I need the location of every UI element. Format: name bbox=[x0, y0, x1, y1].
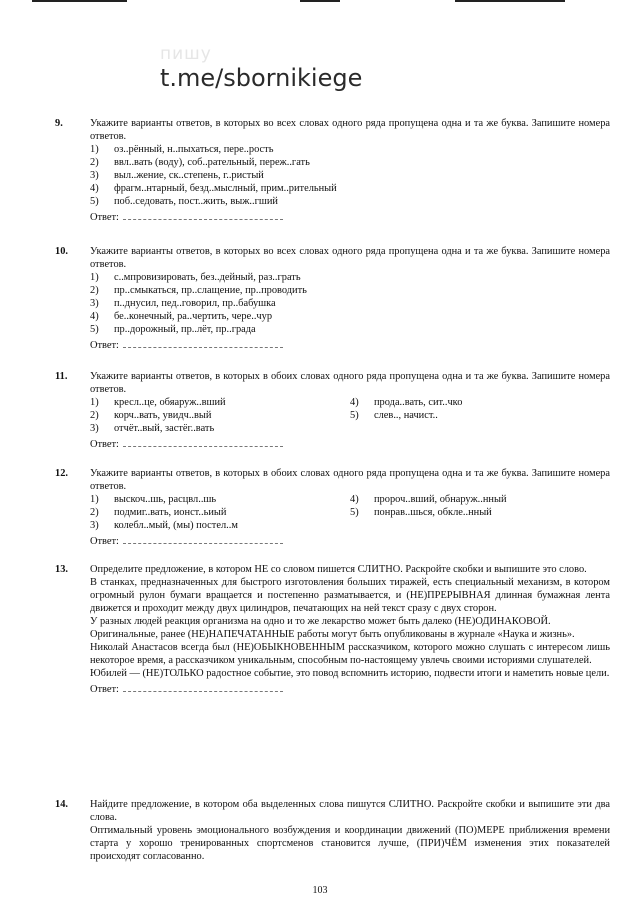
answer-line: Ответ: bbox=[90, 682, 610, 696]
top-rule bbox=[455, 0, 565, 2]
option: 3) п..днусил, пед..говорил, пр..бабушка bbox=[90, 298, 276, 309]
answer-input[interactable] bbox=[123, 338, 283, 348]
option: 2) корч..вать, увидч..вый bbox=[90, 410, 212, 421]
option: 5) слев.., начист.. bbox=[350, 410, 438, 421]
sentence: Оптимальный уровень эмоционального возбуждения и координации движений (ПО)МЕРЕ приближения времени старта у хорошо тренированных спортсменов становится лучше, (ПРИ)ЧЁМ изменения этих показателей происходят согласованно. bbox=[90, 825, 610, 862]
task-prompt: Укажите варианты ответов, в которых во всех словах одного ряда пропущена одна и та же буква. Запишите номера ответов. bbox=[90, 246, 610, 270]
option: 3) отчёт..вый, застёг..вать bbox=[90, 423, 215, 434]
option: 2) пр..смыкаться, пр..слащение, пр..проводить bbox=[90, 285, 307, 296]
option: 5) понрав..шься, обкле..нный bbox=[350, 507, 492, 518]
answer-line: Ответ: bbox=[90, 437, 610, 451]
top-rule bbox=[300, 0, 340, 2]
task-number: 13. bbox=[55, 564, 68, 575]
option: 1) кресл..це, обяаруж..вший bbox=[90, 397, 226, 408]
task-number: 9. bbox=[55, 118, 63, 129]
option: 1) оз..рённый, н..пыхаться, пере..рость bbox=[90, 144, 274, 155]
task-prompt: Укажите варианты ответов, в которых в обоих словах одного ряда пропущена одна и та же буква. Запишите номера ответов. bbox=[90, 371, 610, 395]
option: 3) выл..жение, ск..степень, г..ристый bbox=[90, 170, 264, 181]
task-prompt: Определите предложение, в котором НЕ со словом пишется СЛИТНО. Раскройте скобки и выпишите это слово. bbox=[90, 564, 587, 575]
option: 2) ввл..вать (воду), соб..рательный, переж..гать bbox=[90, 157, 310, 168]
option: 1) с..мпровизировать, без..дейный, раз..грать bbox=[90, 272, 301, 283]
sentence: Николай Анастасов всегда был (НЕ)ОБЫКНОВЕННЫМ рассказчиком, которого можно слушать с интересом лишь некоторое время, а рассказчиком уникальным, способным по-настоящему увлечь своими историями слушателей. bbox=[90, 642, 610, 666]
task-number: 11. bbox=[55, 371, 68, 382]
sentence: В станках, предназначенных для быстрого изготовления больших тиражей, есть специальный механизм, в котором огромный рулон бумаги вращается и постепенно разматывается, и (НЕ)ПРЕРЫВНАЯ длинная бумажная лента движется и проходит между двух цилиндров, печатающих на ней текст сразу с двух сторон. bbox=[90, 577, 610, 614]
sentence: Оригинальные, ранее (НЕ)НАПЕЧАТАННЫЕ работы могут быть опубликованы в журнале «Наука и жизнь». bbox=[90, 629, 575, 640]
task-10 bbox=[55, 245, 610, 352]
task-12 bbox=[55, 467, 610, 548]
task-number: 10. bbox=[55, 246, 68, 257]
answer-input[interactable] bbox=[123, 210, 283, 220]
task-prompt: Укажите варианты ответов, в которых во всех словах одного ряда пропущена одна и та же буква. Запишите номера ответов. bbox=[90, 118, 610, 142]
sentence: Юбилей — (НЕ)ТОЛЬКО радостное событие, это повод вспомнить историю, подвести итоги и наметить новые цели. bbox=[90, 668, 610, 679]
option: 4) прода..вать, сит..чко bbox=[350, 397, 463, 408]
watermark-link[interactable]: t.me/sbornikiege bbox=[160, 64, 363, 92]
watermark-faint: пишу bbox=[160, 44, 212, 64]
option: 4) пророч..вший, обнаруж..нный bbox=[350, 494, 507, 505]
answer-line: Ответ: bbox=[90, 534, 610, 548]
sentence: У разных людей реакция организма на одно и то же лекарство может быть далеко (НЕ)ОДИНАКОВОЙ. bbox=[90, 616, 551, 627]
answer-line: Ответ: bbox=[90, 338, 610, 352]
option: 4) бе..конечный, ра..чертить, чере..чур bbox=[90, 311, 273, 322]
task-number: 12. bbox=[55, 468, 68, 479]
top-rule bbox=[32, 0, 127, 2]
task-number: 14. bbox=[55, 799, 68, 810]
answer-line: Ответ: bbox=[90, 210, 610, 224]
option: 1) выскоч..шь, расцвл..шь bbox=[90, 494, 217, 505]
option: 3) колебл..мый, (мы) постел..м bbox=[90, 520, 238, 531]
option: 2) подмиг..вать, ионст..ьиый bbox=[90, 507, 227, 518]
answer-input[interactable] bbox=[123, 437, 283, 447]
task-prompt: Найдите предложение, в котором оба выделенных слова пишутся СЛИТНО. Раскройте скобки и выпишите эти два слова. bbox=[90, 799, 610, 823]
answer-input[interactable] bbox=[123, 682, 283, 692]
task-prompt: Укажите варианты ответов, в которых в обоих словах одного ряда пропущена одна и та же буква. Запишите номера ответов. bbox=[90, 468, 610, 492]
option: 5) пр..дорожный, пр..лёт, пр..града bbox=[90, 324, 256, 335]
watermark bbox=[160, 44, 362, 92]
task-11 bbox=[55, 370, 610, 451]
task-13 bbox=[55, 563, 610, 696]
answer-input[interactable] bbox=[123, 534, 283, 544]
option: 4) фрагм..нтарный, безд..мыслный, прим..рительный bbox=[90, 183, 337, 194]
task-9 bbox=[55, 117, 610, 224]
task-14 bbox=[55, 798, 610, 863]
option: 5) поб..седовать, пост..жить, выж..гший bbox=[90, 196, 278, 207]
page-number: 103 bbox=[312, 885, 328, 896]
